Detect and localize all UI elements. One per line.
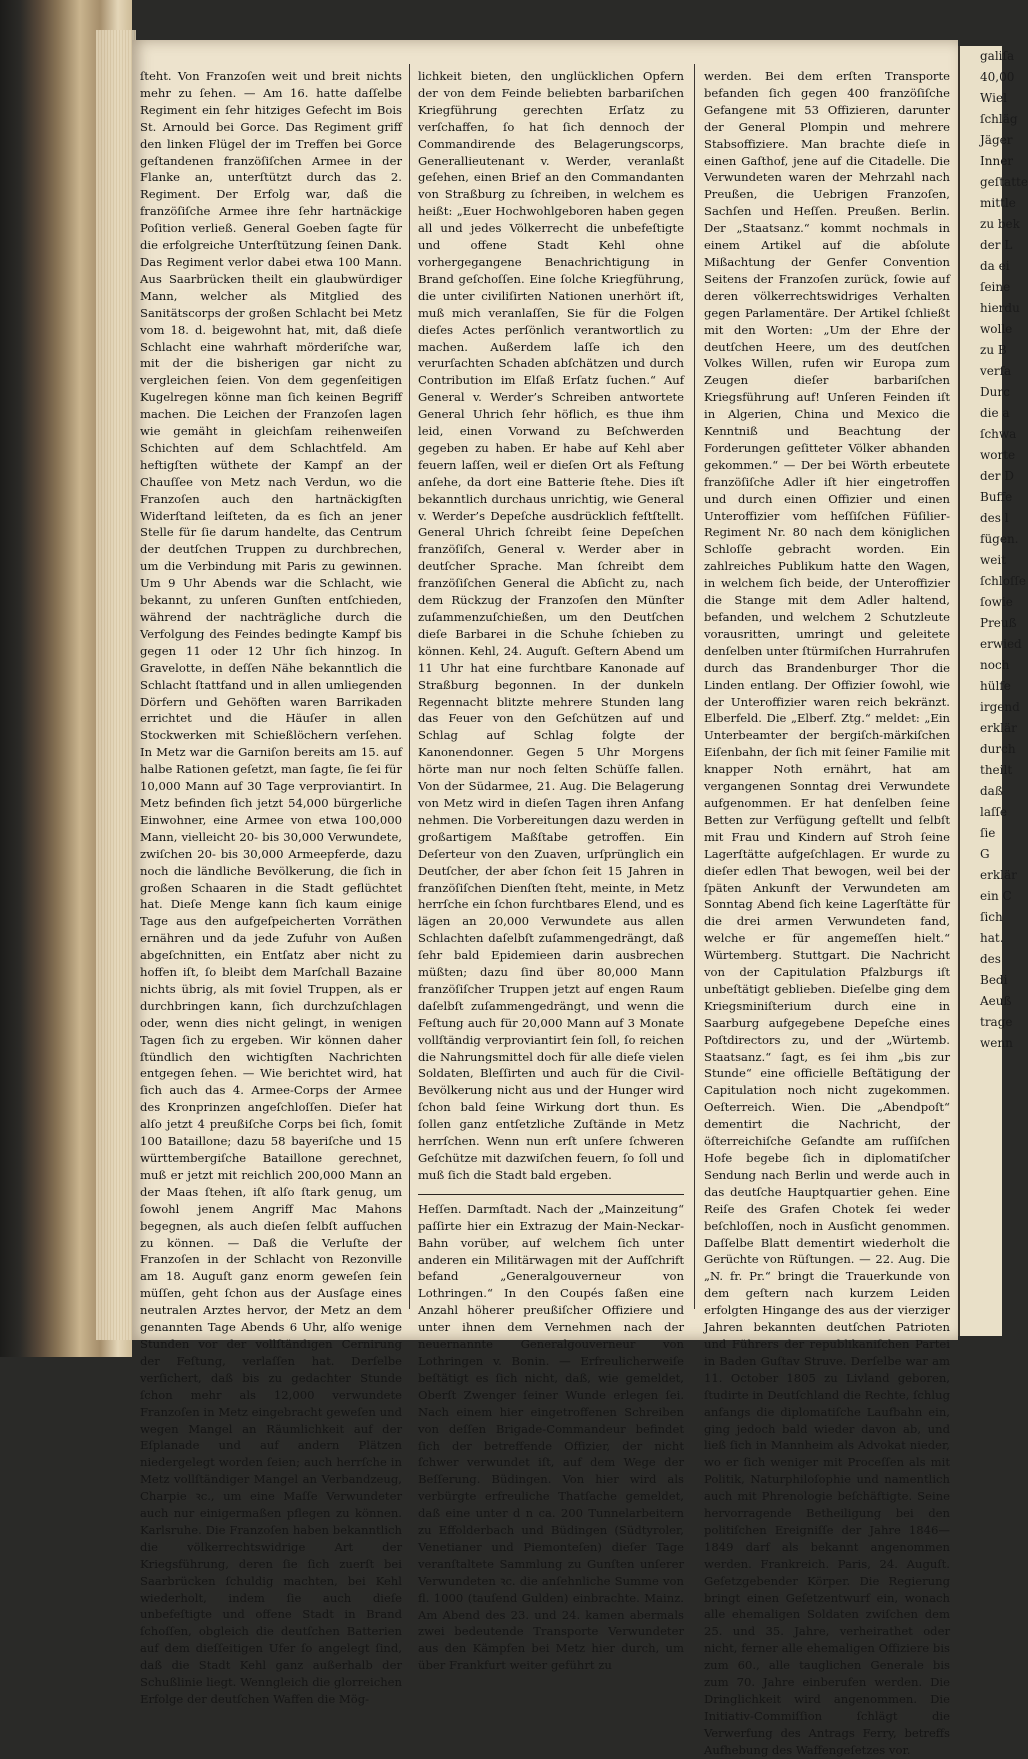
- adjacent-page-line: Bedi: [980, 973, 1008, 987]
- adjacent-page-line: da ei: [980, 259, 1010, 273]
- adjacent-page-line: Durc: [980, 385, 1010, 399]
- adjacent-page-line: trage: [980, 1015, 1013, 1029]
- adjacent-page-line: des l: [980, 511, 1009, 525]
- adjacent-page-fragment: [958, 46, 1028, 1336]
- adjacent-page-line: zu B: [980, 343, 1007, 357]
- adjacent-page-line: mittle: [980, 196, 1016, 210]
- article-column-2: [418, 68, 684, 1673]
- adjacent-page-line: ſie: [980, 826, 996, 840]
- adjacent-page-line: durch: [980, 742, 1016, 756]
- column-1-text: ſteht. Von Franzoſen weit und breit nichts mehr zu ſehen. — Am 16. hatte daſſelbe Regiment ein ſehr hitziges Gefecht im Bois St. Arnould bei Gorce. Das Regiment griff den linken Flügel der im Treffen bei Gorce geſtandenen franzöſiſchen Armee in der Flanke an, unterſtützt durch das 2. Regiment. Der Erfolg war, daß die franzöſiſche Armee ihre ſehr hartnäckige Poſition verließ. General Goeben ſagte für die erfolgreiche Unterſtützung ſeinen Dank. Das Regiment verlor dabei etwa 100 Mann. Aus Saarbrücken theilt ein glaubwürdiger Mann, welcher als Mitglied des Sanitätscorps der großen Schlacht bei Metz vom 18. d. beigewohnt hat, mit, daß dieſe Schlacht eine wahrhaft mörderiſche war, mit der die bisherigen gar nicht zu vergleichen ſeien. Von dem gegenſeitigen Kugelregen könne man ſich keinen Begriff machen. Die Leichen der Franzoſen lagen wie gemäht in gleichſam reihenweiſen Schichten auf dem Schlachtfeld. Am heftigſten wüthete der Kampf an der Chauſſee von Metz nach Verdun, wo die Franzoſen auch den hartnäckigſten Widerſtand leiſteten, da es ſich an jener Stelle für ſie darum handelte, das Centrum der deutſchen Truppen zu durchbrechen, um die Verbindung mit Paris zu gewinnen. Um 9 Uhr Abends war die Schlacht, wie bekannt, zu unſeren Gunſten entſchieden, während der nachträgliche durch die Verfolgung des Feindes bedingte Kampf bis gegen 11 oder 12 Uhr ſich hinzog. In Gravelotte, in deſſen Nähe bekanntlich die Schlacht ſtattfand und in allen umliegenden Dörfern und Gehöften waren Barrikaden errichtet und die Häuſer in allen Stockwerken mit Schießlöchern verſehen. In Metz war die Garniſon bereits am 15. auf halbe Rationen geſetzt, man ſagte, ſie ſei für 10,000 Mann auf 30 Tage verproviantirt. In Metz befinden ſich jetzt 54,000 bürgerliche Einwohner, eine Armee von etwa 100,000 Mann, vielleicht 20- bis 30,000 Verwundete, zwiſchen 20- bis 30,000 Armeepferde, dazu noch die ländliche Bevölkerung, die ſich in großen Schaaren in die Stadt geflüchtet hat. Dieſe Menge kann ſich kaum einige Tage aus den aufgeſpeicherten Vorräthen ernähren und da jede Zufuhr von Außen abgeſchnitten, ein Entſatz aber nicht zu hoffen iſt, ſo bleibt dem Marſchall Bazaine nichts übrig, als mit ſoviel Truppen, als er durchbringen kann, ſich durchzuſchlagen oder, wenn dies nicht gelingt, in wenigen Tagen ſich zu ergeben. Wir können daher ſtündlich den wichtigſten Nachrichten entgegen ſehen. — Wie berichtet wird, hat ſich auch das 4. Armee-Corps der Armee des Kronprinzen angeſchloſſen. Dieſer hat alſo jetzt 4 preußiſche Corps bei ſich, ſomit 100 Bataillone; dazu 58 bayeriſche und 15 württembergiſche Bataillone gerechnet, muß er jetzt mit reichlich 200,000 Mann an der Maas ſtehen, iſt alſo ſtark genug, um ſowohl jenem Angriff Mac Mahons begegnen, als auch dieſen ſelbſt aufſuchen zu können. — Daß die Verluſte der Franzoſen in der Schlacht von Rezonville am 18. Auguſt ganz enorm geweſen ſein müſſen, geht ſchon aus der Ausſage eines neutralen Arztes hervor, der Metz an dem genannten Tage Abends 6 Uhr, alſo wenige Stunden vor der vollſtändigen Cernirung der Feſtung, verlaſſen hat. Derſelbe verſichert, daß bis zu gedachter Stunde ſchon mehr als 12,000 verwundete Franzoſen in Metz eingebracht geweſen und wegen Mangel an Räumlichkeit auf der Eſplanade und auf andern Plätzen niedergelegt worden ſeien; auch herrſche in Metz vollſtändiger Mangel an Verbandzeug, Charpie ꝛc., um eine Maſſe Verwundeter auch nur einigermaßen pflegen zu können. Karlsruhe. Die Franzoſen haben bekanntlich die völkerrechtswidrige Art der Kriegsführung, deren ſie ſich zuerſt bei Saarbrücken ſchuldig machten, bei Kehl wiederholt, indem ſie auch dieſe unbefeſtigte und offene Stadt in Brand ſchoſſen, obgleich die deutſchen Batterien auf dem dieſſeitigen Ufer ſo angelegt ſind, daß die Stadt Kehl ganz außerhalb der Schußlinie liegt. Wenngleich die glorreichen Erfolge der deutſchen Waffen die Mög-: [140, 69, 402, 1706]
- adjacent-page-line: irgend: [980, 700, 1020, 714]
- column-rule-2: [694, 64, 695, 1309]
- adjacent-page-line: der L: [980, 238, 1013, 252]
- page-stack-edges: [96, 30, 136, 1340]
- adjacent-page-line: Inner: [980, 154, 1014, 168]
- adjacent-page-line: Preuß: [980, 616, 1017, 630]
- adjacent-page-line: Aeuß: [980, 994, 1012, 1008]
- adjacent-page-line: erwied: [980, 637, 1022, 651]
- adjacent-page-line: geſtatte: [980, 175, 1028, 189]
- adjacent-page-text: [960, 46, 1028, 1054]
- adjacent-page-line: noch: [980, 658, 1010, 672]
- adjacent-page-line: ſeine: [980, 280, 1011, 294]
- adjacent-page-line: der D: [980, 469, 1014, 483]
- adjacent-page-line: zu bek: [980, 217, 1020, 231]
- article-column-1: [140, 68, 402, 1706]
- adjacent-page-line: weit: [980, 553, 1007, 567]
- adjacent-page-line: Buffe: [980, 490, 1013, 504]
- adjacent-page-line: die a: [980, 406, 1010, 420]
- column-3-text: werden. Bei dem erſten Transporte befanden ſich gegen 400 franzöſiſche Gefangene mit 53 Offizieren, darunter der General Plompin und mehrere Stabsoffiziere. Man brachte dieſe in einen Gaſthof, jene auf die Citadelle. Die Verwundeten waren der Mehrzahl nach Preußen, die Uebrigen Franzoſen, Sachſen und Heſſen. Preußen. Berlin. Der „Staatsanz.“ kommt nochmals in einem Artikel auf die abſolute Mißachtung der Genfer Convention Seitens der Franzoſen zurück, ſowie auf deren völkerrechtswidriges Verhalten gegen Parlamentäre. Der Artikel ſchließt mit den Worten: „Um der Ehre der deutſchen Heere, um des deutſchen Volkes Willen, rufen wir Europa zum Zeugen dieſer barbariſchen Kriegsführung auf! Unſeren Feinden iſt in Algerien, China und Mexico die Kenntniß und Beachtung der Forderungen geſitteter Völker abhanden gekommen.“ — Der bei Wörth erbeutete franzöſiſche Adler iſt hier eingetroffen und durch einen Offizier und einen Unteroffizier vom heſſiſchen Füſilier-Regiment Nr. 80 nach dem königlichen Schloſſe gebracht worden. Ein zahlreiches Publikum hatte den Wagen, in welchem ſich beide, der Unteroffizier die Stange mit dem Adler haltend, befanden, und welchem 2 Schutzleute vorausritten, umringt und geleitete denſelben unter ſtürmiſchen Hurrahrufen durch das Brandenburger Thor die Linden entlang. Der Offizier ſowohl, wie der Unteroffizier waren reich bekränzt. Elberfeld. Die „Elberf. Ztg.“ meldet: „Ein Unterbeamter der bergiſch-märkiſchen Eiſenbahn, der ſich mit ſeiner Familie mit knapper Noth ernährt, hat am vergangenen Sonntag drei Verwundete aufgenommen. Er hat denſelben ſeine Betten zur Verfügung geſtellt und ſelbſt mit Frau und Kindern auf Stroh ſeine Lagerſtätte aufgeſchlagen. Er wurde zu dieſer edlen That bewogen, weil bei der ſpäten Ankunft der Verwundeten am Sonntag Abend ſich keine Lagerſtätte für die drei armen Verwundeten fand, welche er für angemeſſen hielt.“ Würtemberg. Stuttgart. Die Nachricht von der Capitulation Pfalzburgs iſt unbeſtätigt geblieben. Dieſelbe ging dem Kriegsminiſterium durch eine in Saarburg aufgegebene Depeſche eines Poſtdirectors zu, und der „Würtemb. Staatsanz.“ ſagt, es ſei ihm „bis zur Stunde“ eine officielle Beſtätigung der Capitulation noch nicht zugekommen. Oeſterreich. Wien. Die „Abendpoſt“ dementirt die Nachricht, der öſterreichiſche Geſandte am ruſſiſchen Hofe begebe ſich in diplomatiſcher Sendung nach Berlin und werde auch in das deutſche Hauptquartier gehen. Eine Reiſe des Grafen Chotek ſei weder beſchloſſen, noch in Ausſicht genommen. Daſſelbe Blatt dementirt wiederholt die Gerüchte von Rüſtungen. — 22. Aug. Die „N. fr. Pr.“ bringt die Trauerkunde von dem geſtern nach kurzem Leiden erfolgten Hingange des aus der vierziger Jahren bekannten deutſchen Patrioten und Führers der republikaniſchen Partei in Baden Guſtav Struve. Derſelbe war am 11. October 1805 zu Livland geboren, ſtudirte in Deutſchland die Rechte, ſchlug anfangs die diplomatiſche Laufbahn ein, ging jedoch bald wieder davon ab, und ließ ſich in Mannheim als Advokat nieder, wo er ſich weniger mit Proceſſen als mit Politik, Naturphiloſophie und namentlich auch mit Phrenologie beſchäftigte. Seine hervorragende Betheiligung bei den politiſchen Ereigniſſe der Jahre 1846—1849 darf als bekannt angenommen werden. Frankreich. Paris, 24. Auguſt. Geſetzgebender Körper. Die Regierung bringt einen Geſetzentwurf ein, wonach alle ehemaligen Soldaten zwiſchen dem 25. und 35. Jahre, verheirathet oder nicht, ferner alle ehemaligen Offiziere bis zum 60., alle tauglichen Generale bis zum 70. Jahre einberufen werden. Die Dringlichkeit wird angenommen. Die Initiativ-Commiſſion ſchlägt die Verwerfung des Antrags Ferry, betreffs Aufhebung des Waffengeſetzes vor.: [704, 69, 950, 1757]
- adjacent-page-line: wolle: [980, 322, 1013, 336]
- adjacent-page-line: G: [980, 847, 990, 861]
- adjacent-page-line: fügen.: [980, 532, 1019, 546]
- adjacent-page-line: theilt: [980, 763, 1013, 777]
- adjacent-page-line: erklär: [980, 868, 1017, 882]
- adjacent-page-line: Jäger: [980, 133, 1013, 147]
- adjacent-page-line: verſa: [980, 364, 1012, 378]
- column-2-text-hessen: Heſſen. Darmſtadt. Nach der „Mainzeitung“ paſſirte hier ein Extrazug der Main-Neckar-Bahn vorüber, auf welchem ſich unter anderen ein Militärwagen mit der Aufſchrift befand „Generalgouverneur von Lothringen.“ In den Coupés ſaßen eine Anzahl höherer preußiſcher Offiziere und unter ihnen dem Vernehmen nach der neuernannte Generalgouverneur von Lothringen v. Bonin. — Erfreulicherweiſe beſtätigt es ſich nicht, daß, wie gemeldet, Oberſt Zwenger ſeiner Wunde erlegen ſei. Nach einem hier eingetroffenen Schreiben von deſſen Brigade-Commandeur befindet ſich der betreffende Offizier, der nicht ſchwer verwundet iſt, auf dem Wege der Beſſerung. Büdingen. Von hier wird als verbürgte erfreuliche Thatſache gemeldet, daß eine unter d n ca. 200 Tunnelarbeitern zu Effolderbach und Büdingen (Südtyroler, Venetianer und Piemonteſen) dieſer Tage veranſtaltete Sammlung zu Gunſten unſerer Verwundeten ꝛc. die anſehnliche Summe von fl. 1000 (tauſend Gulden) einbrachte. Mainz. Am Abend des 23. und 24. kamen abermals zwei bedeutende Transporte Verwundeter aus den Kämpfen bei Metz hier durch, um über Frankfurt weiter geführt zu: [418, 1201, 684, 1673]
- adjacent-page-line: ſchloſſe: [980, 574, 1026, 588]
- adjacent-page-line: hat.: [980, 931, 1004, 945]
- column-rule-1: [409, 64, 410, 1309]
- adjacent-page-line: Wiel: [980, 91, 1007, 105]
- adjacent-page-line: hülfe: [980, 679, 1011, 693]
- adjacent-page-line: erklär: [980, 721, 1017, 735]
- article-column-3: [704, 68, 950, 1757]
- adjacent-page-line: galiſa: [980, 49, 1015, 63]
- adjacent-page-line: hierdu: [980, 301, 1020, 315]
- adjacent-page-line: des: [980, 952, 1001, 966]
- column-2-text-upper: lichkeit bieten, den unglücklichen Opfern der von dem Feinde beliebten barbariſchen Kriegführung gerechten Erſatz zu verſchaffen, ſo hat ſich dennoch der Commandirende des Belagerungscorps, Generallieutenant v. Werder, veranlaßt geſehen, einen Brief an den Commandanten von Straßburg zu ſchreiben, in welchem es heißt: „Euer Hochwohlgeboren haben gegen all und jedes Völkerrecht die unbefeſtigte und offene Stadt Kehl ohne vorhergegangene Benachrichtigung in Brand geſchoſſen. Eine ſolche Kriegführung, die unter civiliſirten Nationen unerhört iſt, muß mich veranlaſſen, Sie für die Folgen dieſes Actes perſönlich verantwortlich zu machen. Außerdem laſſe ich den verurſachten Schaden abſchätzen und durch Contribution im Elſaß Erſatz ſuchen.“ Auf General v. Werder’s Schreiben antwortete General Uhrich ſehr höflich, es thue ihm leid, einen Vorwand zu Beſchwerden gegeben zu haben. Er habe auf Kehl aber feuern laſſen, weil er dieſen Ort als Feſtung anſehe, da dort eine Batterie ſtehe. Dies iſt bekanntlich durchaus unrichtig, wie General v. Werder’s Depeſche ausdrücklich feſtſtellt. General Uhrich ſchreibt ſeine Depeſchen franzöſiſch, General v. Werder aber in deutſcher Sprache. Man ſchreibt dem franzöſiſchen General die Abſicht zu, nach dem Rückzug der Franzoſen den Münſter zuſammenzuſchießen, um den Deutſchen dieſe Barbarei in die Schuhe ſchieben zu können. Kehl, 24. Auguſt. Geſtern Abend um 11 Uhr hat eine furchtbare Kanonade auf Straßburg begonnen. In der dunkeln Regennacht blitzte mehrere Stunden lang das Feuer von den Geſchützen auf und Schlag auf Schlag folgte der Kanonendonner. Gegen 5 Uhr Morgens hörte man nur noch ſelten Schüſſe fallen. Von der Südarmee, 21. Aug. Die Belagerung von Metz wird in dieſen Tagen ihren Anfang nehmen. Die Vorbereitungen dazu werden in großartigem Maßſtabe getroffen. Ein Deſerteur von den Zuaven, urſprünglich ein Deutſcher, der aber ſchon ſeit 15 Jahren in franzöſiſchen Dienſten ſteht, meinte, in Metz herrſche ein ſchon furchtbares Elend, und es lägen an 20,000 Verwundete aus allen Schlachten daſelbſt zuſammengedrängt, daß ſehr bald Epidemieen darin ausbrechen müßten; dazu ſind über 80,000 Mann franzöſiſcher Truppen jetzt auf engen Raum daſelbſt zuſammengedrängt, und wenn die Feſtung auch für 20,000 Mann auf 3 Monate vollſtändig verproviantirt ſein ſoll, ſo reichen die Nahrungsmittel doch für alle dieſe vielen Soldaten, Bleſſirten und auch für die Civil-Bevölkerung nicht aus und der Hunger wird ſchon bald ſeine Wirkung dort thun. Es ſollen ganz entſetzliche Zuſtände in Metz herrſchen. Wenn nun erſt unſere ſchweren Geſchütze mit dazwiſchen feuern, ſo ſoll und muß ſich die Stadt bald ergeben.: [418, 69, 684, 1182]
- adjacent-page-line: ſchläg: [980, 112, 1018, 126]
- adjacent-page-line: ſowie: [980, 595, 1013, 609]
- adjacent-page-line: ſchwa: [980, 427, 1017, 441]
- adjacent-page-line: ein C: [980, 889, 1012, 903]
- adjacent-page-line: wenn: [980, 1036, 1013, 1050]
- adjacent-page-line: ſich: [980, 910, 1003, 924]
- adjacent-page-line: daß: [980, 784, 1003, 798]
- adjacent-page-line: laſſe: [980, 805, 1007, 819]
- adjacent-page-line: 40,00: [980, 70, 1015, 84]
- section-separator: [418, 1186, 684, 1195]
- adjacent-page-line: worte: [980, 448, 1016, 462]
